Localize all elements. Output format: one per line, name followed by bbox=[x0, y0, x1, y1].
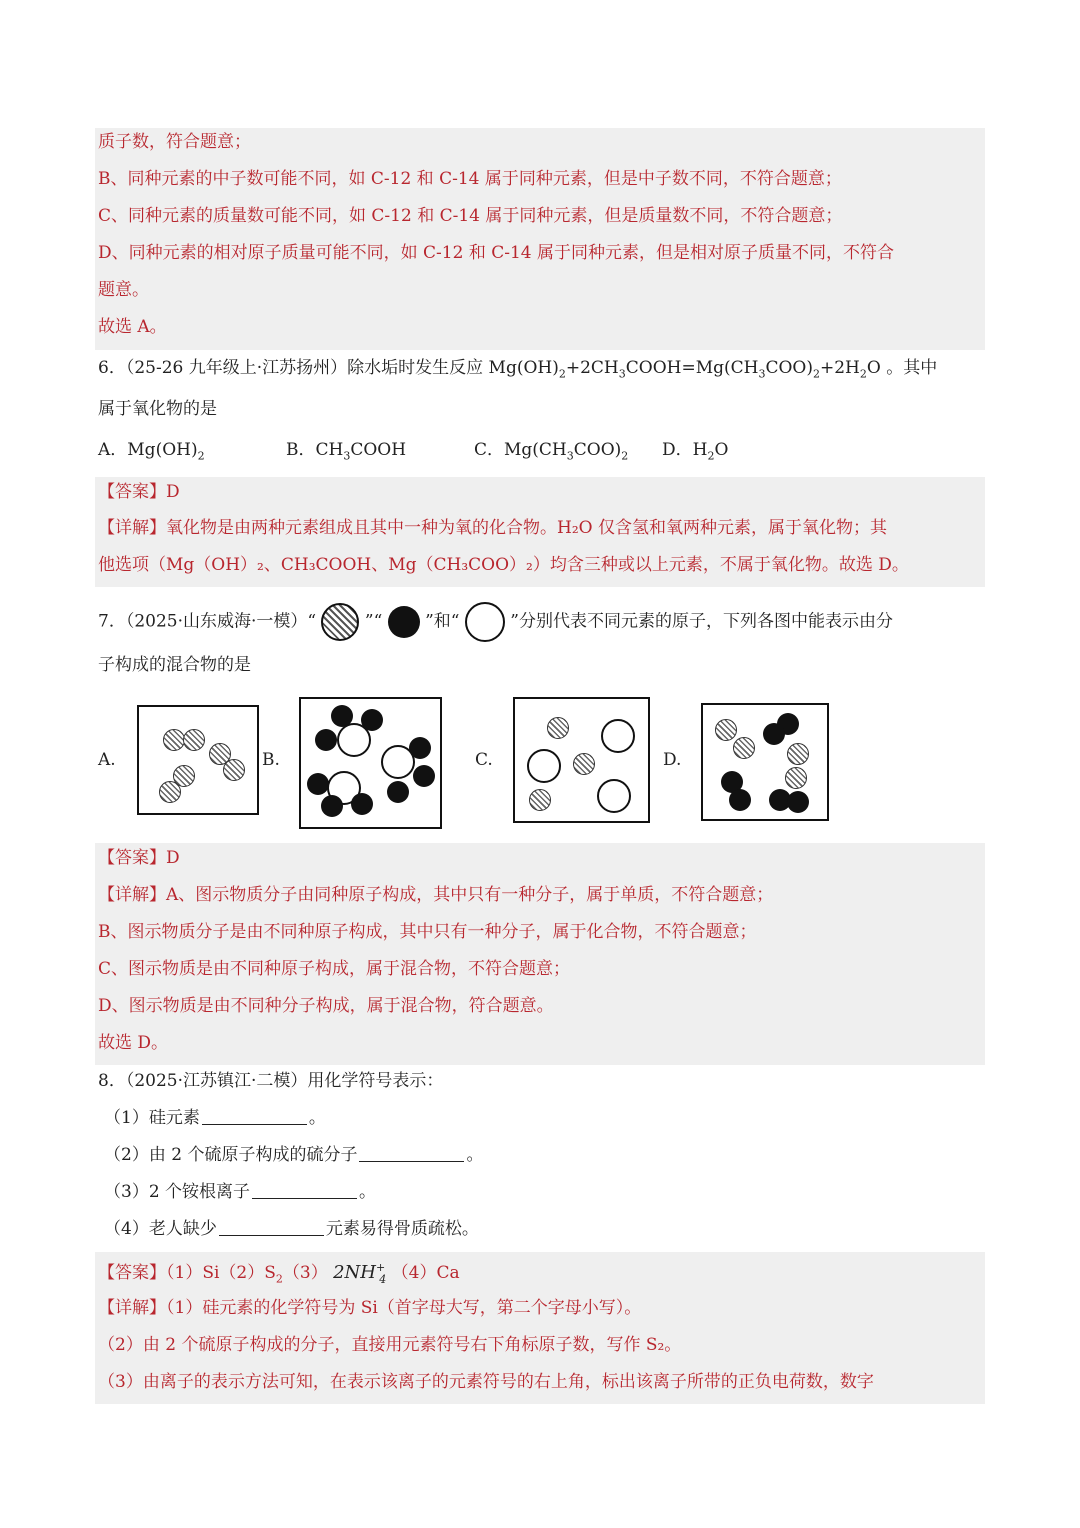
black-atom bbox=[787, 791, 809, 813]
q7-label-b: B. bbox=[262, 750, 280, 770]
hatched-atom-icon bbox=[321, 603, 359, 641]
hatched-atom bbox=[183, 729, 205, 751]
hatched-atom bbox=[715, 719, 737, 741]
hatched-atom bbox=[733, 737, 755, 759]
answer-blank bbox=[219, 1217, 324, 1236]
hatched-atom bbox=[573, 753, 595, 775]
q5-answer-block bbox=[95, 128, 985, 350]
q5-line: 质子数，符合题意； bbox=[98, 132, 251, 152]
q7-answer-block bbox=[95, 843, 985, 1065]
hatched-atom bbox=[785, 767, 807, 789]
q5-line: 故选 A。 bbox=[98, 317, 167, 337]
q7-stem: 7．（2025·山东威海·一模）“ ”“ ”和“ ”分别代表不同元素的原子，下列各图中能表示由分 bbox=[98, 602, 893, 642]
q7-detail: B、图示物质分子是由不同种原子构成，其中只有一种分子，属于化合物，不符合题意； bbox=[98, 922, 757, 942]
q6-option-c: C．$Mg(CH_3COO)_2$ bbox=[474, 440, 629, 463]
hatched-atom bbox=[547, 717, 569, 739]
hatched-atom bbox=[223, 759, 245, 781]
q5-line: C、同种元素的质量数可能不同，如 C-12 和 C-14 属于同种元素，但是质量数不同，不符合题意； bbox=[98, 206, 843, 226]
black-atom bbox=[729, 789, 751, 811]
q7-label-c: C. bbox=[475, 750, 493, 770]
hatched-atom bbox=[787, 743, 809, 765]
q7-detail: C、图示物质是由不同种原子构成，属于混合物，不符合题意； bbox=[98, 959, 571, 979]
black-atom bbox=[307, 773, 329, 795]
q6-stem-line2: 属于氧化物的是 bbox=[98, 399, 217, 419]
q7-figure-a bbox=[137, 705, 259, 815]
q8-answer: 【答案】$(1)Si(2)S_2(3)$ $2NH^+_4$ （4）Ca bbox=[98, 1261, 460, 1286]
answer-blank bbox=[202, 1106, 307, 1125]
q8-detail: （3）由离子的表示方法可知，在表示该离子的元素符号的右上角，标出该离子所带的正负电荷数，数字 bbox=[98, 1372, 874, 1392]
q6-stem: 6．（25-26 九年级上·江苏扬州）除水垢时发生反应 $Mg(OH)_2+2CH_3COOH=Mg(CH_3COO)_2+2H_2O$ 。其中 bbox=[98, 358, 938, 381]
q7-detail: 故选 D。 bbox=[98, 1033, 169, 1053]
q8-part-3: （3）2 个铵根离子 。 bbox=[104, 1182, 377, 1202]
q8-part-2: （2）由 2 个硫原子构成的硫分子 。 bbox=[104, 1145, 484, 1165]
q7-stem-line2: 子构成的混合物的是 bbox=[98, 655, 251, 675]
q5-line: 题意。 bbox=[98, 280, 149, 300]
q7-detail: D、图示物质是由不同种分子构成，属于混合物，符合题意。 bbox=[98, 996, 554, 1016]
q8-part-1: （1）硅元素 。 bbox=[104, 1108, 326, 1128]
q6-detail: 他选项（Mg（OH）₂、CH₃COOH、Mg（CH₃COO）₂）均含三种或以上元素，不属于氧化物。故选 D。 bbox=[98, 555, 909, 575]
q6-option-a: A．$Mg(OH)_2$ bbox=[98, 440, 205, 463]
q7-label-a: A. bbox=[98, 750, 116, 770]
black-atom bbox=[321, 795, 343, 817]
black-atom bbox=[763, 723, 785, 745]
q5-line: D、同种元素的相对原子质量可能不同，如 C-12 和 C-14 属于同种元素，但是相对原子质量不同，不符合 bbox=[98, 243, 895, 263]
black-atom-icon bbox=[388, 606, 420, 638]
q8-detail: 【详解】（1）硅元素的化学符号为 Si（首字母大写，第二个字母小写）。 bbox=[98, 1298, 642, 1318]
q8-part-4: （4）老人缺少 元素易得骨质疏松。 bbox=[104, 1219, 479, 1239]
answer-blank bbox=[252, 1180, 357, 1199]
answer-blank bbox=[359, 1143, 464, 1162]
black-atom bbox=[387, 781, 409, 803]
black-atom bbox=[413, 765, 435, 787]
q7-label-d: D. bbox=[663, 750, 682, 770]
white-atom-icon bbox=[465, 602, 505, 642]
q8-detail: （2）由 2 个硫原子构成的分子，直接用元素符号右下角标原子数，写作 S₂。 bbox=[98, 1335, 682, 1355]
q6-answer: 【答案】D bbox=[98, 482, 180, 502]
q7-figure-c bbox=[513, 697, 650, 823]
q6-detail: 【详解】氧化物是由两种元素组成且其中一种为氧的化合物。H₂O 仅含氢和氧两种元素，属于氧化物；其 bbox=[98, 518, 887, 538]
white-atom bbox=[601, 719, 635, 753]
q7-figure-b bbox=[299, 697, 442, 829]
q7-answer: 【答案】D bbox=[98, 848, 180, 868]
hatched-atom bbox=[163, 729, 185, 751]
black-atom bbox=[409, 737, 431, 759]
black-atom bbox=[315, 729, 337, 751]
white-atom bbox=[597, 779, 631, 813]
white-atom bbox=[527, 749, 561, 783]
q7-figure-d bbox=[701, 703, 829, 821]
hatched-atom bbox=[529, 789, 551, 811]
black-atom bbox=[351, 793, 373, 815]
q5-line: B、同种元素的中子数可能不同，如 C-12 和 C-14 属于同种元素，但是中子数不同，不符合题意； bbox=[98, 169, 842, 189]
q6-option-d: D．$H_2O$ bbox=[662, 440, 729, 463]
white-atom bbox=[337, 723, 371, 757]
q6-option-b: B．$CH_3COOH$ bbox=[286, 440, 407, 463]
q7-detail: 【详解】A、图示物质分子由同种原子构成，其中只有一种分子，属于单质，不符合题意； bbox=[98, 885, 774, 905]
q8-stem: 8．（2025·江苏镇江·二模）用化学符号表示： bbox=[98, 1071, 444, 1091]
hatched-atom bbox=[159, 781, 181, 803]
